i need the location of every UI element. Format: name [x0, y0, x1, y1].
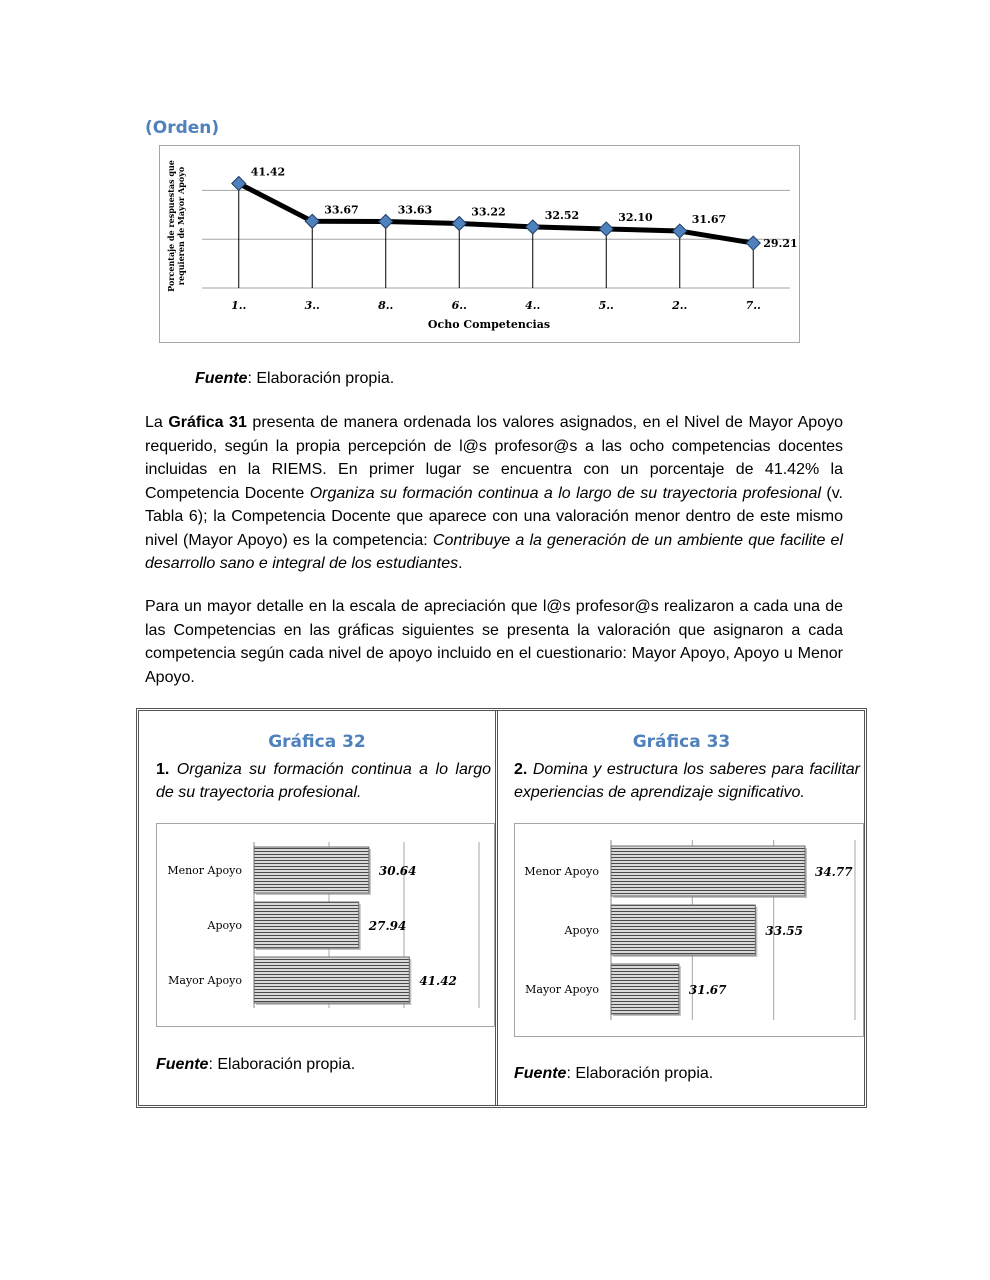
grafica-32-desc-text: Organiza su formación continua a lo largo de su trayectoria profesional. — [156, 761, 491, 801]
data-point — [379, 214, 393, 228]
p1-bold-ref: Gráfica 31 — [168, 414, 247, 431]
tick-label: 1.. — [231, 299, 247, 312]
source-label: Fuente — [514, 1065, 567, 1082]
data-label: 41.42 — [250, 165, 286, 179]
section-label: (Orden) — [145, 118, 220, 138]
data-point — [452, 216, 466, 230]
bar — [254, 902, 359, 948]
tick-label: 6.. — [451, 299, 467, 312]
data-label: 34.77 — [814, 865, 853, 879]
bar — [611, 905, 755, 955]
category-label: Apoyo — [207, 919, 242, 932]
data-label: 31.67 — [688, 983, 727, 997]
tick-label: 4.. — [525, 299, 541, 312]
data-label: 33.22 — [471, 205, 506, 219]
tick-label: 3.. — [304, 299, 320, 312]
y-axis-label: requieren de Mayor Apoyo — [176, 166, 186, 286]
category-label: Mayor Apoyo — [525, 983, 599, 996]
category-label: Menor Apoyo — [524, 865, 599, 878]
bar — [611, 964, 679, 1014]
grafica-33-source — [514, 1065, 713, 1083]
data-label: 31.67 — [691, 213, 727, 227]
tick-label: 5.. — [598, 299, 614, 312]
source-text: : Elaboración propia. — [566, 1065, 714, 1082]
grafica-33-desc-text: Domina y estructura los saberes para facilitar experiencias de aprendizaje significativo. — [514, 761, 860, 801]
paragraph-grafica-31 — [145, 411, 843, 576]
grafica-32-title: Gráfica 32 — [268, 732, 366, 752]
bar-chart-32-svg — [157, 824, 494, 1026]
p1-text-2: presenta de manera ordenada los valores asignados, en el Nivel de Mayor Apoyo requerido, según la propia percepción de l@s profesor@s a las ocho competencias docentes incluidas en la RIEMS. En primer lugar se encuentra con un porcentaje de 41.42% la Competencia Docente — [145, 414, 843, 502]
data-label: 33.67 — [324, 203, 359, 217]
x-axis-label: Ocho Competencias — [427, 318, 551, 331]
data-label: 30.64 — [378, 864, 417, 878]
p1-italic-competency-2: Contribuye a la generación de un ambiente que facilite el desarrollo sano e integral de los estudiantes — [145, 531, 844, 572]
line-chart-svg — [160, 146, 799, 342]
grafica-33-chart — [514, 823, 864, 1037]
data-label: 29.21 — [763, 237, 798, 251]
data-point — [599, 222, 613, 236]
source-label: Fuente — [195, 370, 248, 387]
grafica-32-source — [156, 1056, 355, 1074]
grafica-32-chart — [156, 823, 495, 1027]
graficas-32-33-table — [136, 708, 867, 1108]
p1-text-1: La — [145, 414, 169, 431]
data-label: 33.63 — [397, 203, 433, 217]
tick-label: 2.. — [672, 299, 688, 312]
data-label: 33.55 — [765, 924, 803, 938]
data-point — [746, 236, 760, 250]
p1-text-3: (v. Tabla 6); la Competencia Docente que aparece con una valoración menor dentro de este mismo nivel (Mayor Apoyo) es la competencia: — [145, 484, 843, 549]
grafica-32-description — [156, 758, 491, 804]
data-label: 32.52 — [544, 208, 580, 222]
tick-label: 8.. — [378, 299, 394, 312]
data-label: 27.94 — [368, 919, 407, 933]
source-label: Fuente — [156, 1056, 209, 1073]
grafica-33-description — [514, 758, 860, 804]
grafica-33-title: Gráfica 33 — [632, 732, 731, 752]
grafica-32-number: 1. — [156, 761, 170, 778]
bar — [254, 847, 369, 893]
data-label: 41.42 — [419, 974, 457, 988]
category-label: Mayor Apoyo — [168, 974, 242, 987]
p1-text-4: . — [458, 555, 463, 572]
bar — [611, 846, 805, 896]
data-point — [673, 224, 687, 238]
table-divider — [495, 711, 498, 1105]
data-label: 32.10 — [618, 210, 653, 224]
category-label: Apoyo — [564, 924, 599, 937]
source-text: : Elaboración propia. — [208, 1056, 356, 1073]
tick-label: 7.. — [745, 299, 761, 312]
bar-chart-33-svg — [515, 824, 863, 1036]
source-text: : Elaboración propia. — [247, 370, 395, 387]
p1-italic-competency-1: Organiza su formación continua a lo largo de su trayectoria profesional — [309, 484, 821, 502]
y-axis-label: Porcentaje de respuestas que — [166, 160, 176, 292]
source-note — [195, 370, 394, 388]
bar — [254, 957, 409, 1003]
category-label: Menor Apoyo — [167, 864, 242, 877]
chart-competencias-mayor-apoyo — [159, 145, 800, 343]
grafica-33-number: 2. — [514, 761, 528, 778]
paragraph-detalle: Para un mayor detalle en la escala de apreciación que l@s profesor@s realizaron a cada una de las Competencias en las gráficas siguientes se presenta la valoración que asignaron a cada competencia según cada nivel de apoyo incluido en el cuestionario: Mayor Apoyo, Apoyo u Menor Apoyo. — [145, 598, 843, 686]
data-point — [526, 220, 540, 234]
